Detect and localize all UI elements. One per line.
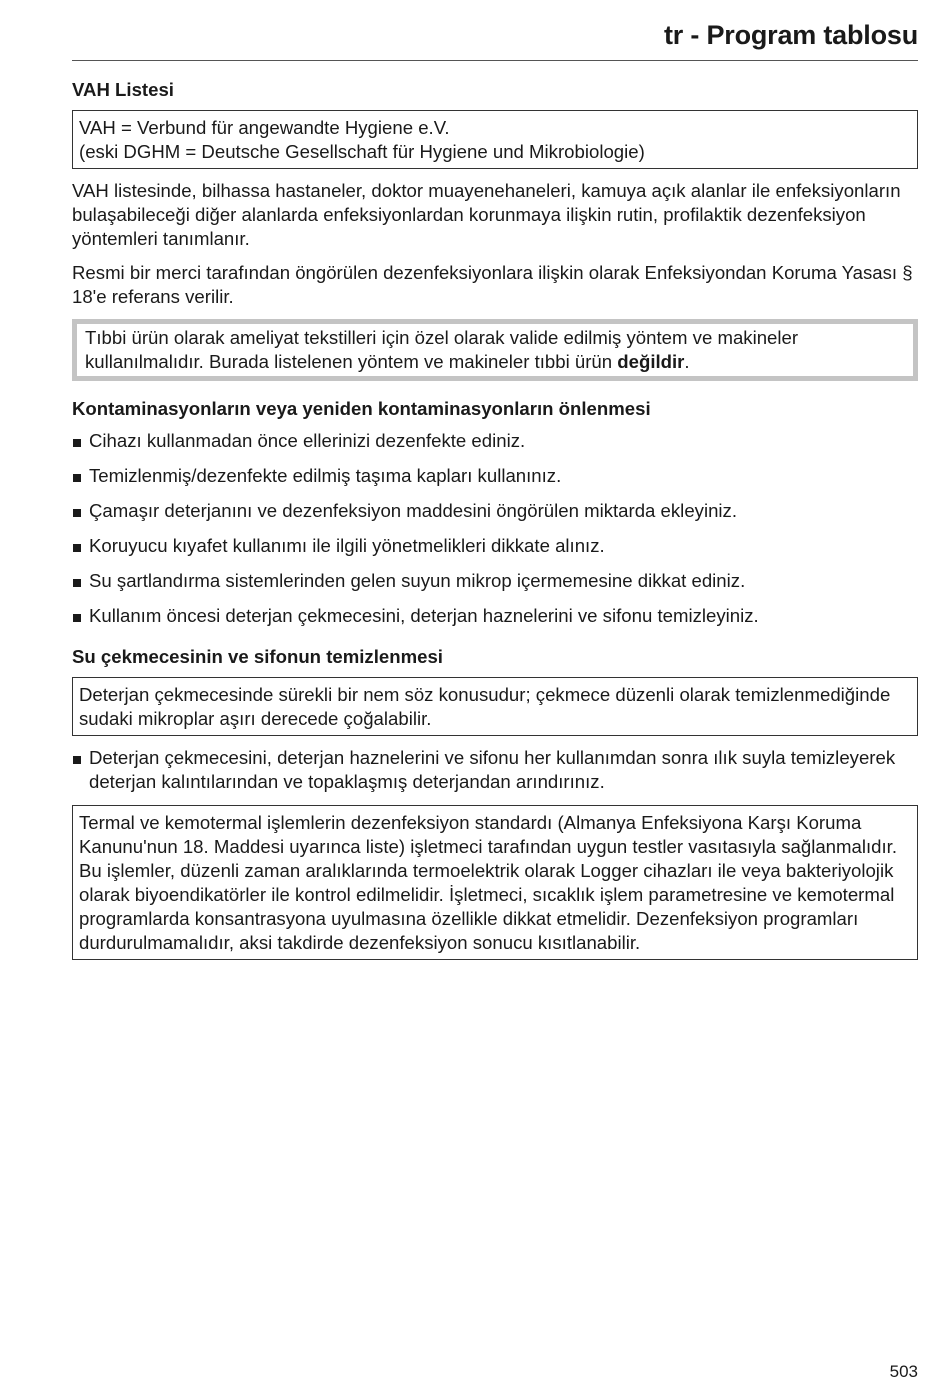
- notice-bold-text: değildir: [617, 351, 685, 372]
- moisture-warning-text: Deterjan çekmecesinde sürekli bir nem söz konusudur; çekmece düzenli olarak temizlenmediğinde sudaki mikroplar aşırı derecede çoğalabilir.: [79, 684, 891, 729]
- page-header-title: tr - Program tablosu: [663, 20, 918, 50]
- list-item: [72, 604, 918, 628]
- contamination-heading: Kontaminasyonların veya yeniden kontaminasyonların önlenmesi: [72, 398, 651, 419]
- bullet-icon: [73, 509, 81, 517]
- list-item: [72, 429, 918, 453]
- bullet-icon: [73, 756, 81, 764]
- disinfection-standard-box: [72, 805, 918, 960]
- page-number: 503: [889, 1362, 918, 1381]
- bullet-icon: [73, 439, 81, 447]
- bullet-icon: [73, 474, 81, 482]
- cleaning-heading: Su çekmecesinin ve sifonun temizlenmesi: [72, 646, 443, 667]
- list-item-text: Deterjan çekmecesini, deterjan haznelerini ve sifonu her kullanımdan sonra ılık suyla temizleyerek deterjan kalıntılarından ve topaklaşmış deterjandan arındırınız.: [89, 747, 896, 792]
- list-item-text: Su şartlandırma sistemlerinden gelen suyun mikrop içermemesine dikkat ediniz.: [89, 570, 746, 591]
- bullet-icon: [73, 614, 81, 622]
- contamination-list: [72, 429, 918, 628]
- list-item: [72, 464, 918, 488]
- list-item: [72, 499, 918, 523]
- notice-text: Tıbbi ürün olarak ameliyat tekstilleri için özel olarak valide edilmiş yöntem ve makineler kullanılmalıdır. Burada listelenen yöntem ve makineler tıbbi ürün: [85, 327, 799, 372]
- notice-text-end: .: [684, 351, 690, 372]
- list-item: [72, 569, 918, 593]
- list-item: [72, 534, 918, 558]
- header-divider: [72, 60, 918, 61]
- cleaning-list: [72, 746, 918, 794]
- bullet-icon: [73, 579, 81, 587]
- list-item-text: Çamaşır deterjanını ve dezenfeksiyon maddesini öngörülen miktarda ekleyiniz.: [89, 500, 738, 521]
- page-content: [72, 78, 918, 970]
- vah-definition-box: [72, 110, 918, 169]
- medical-product-notice-box: [72, 319, 918, 381]
- list-item: [72, 746, 918, 794]
- disinfection-standard-text: Termal ve kemotermal işlemlerin dezenfeksiyon standardı (Almanya Enfeksiyona Karşı Koruma Kanunu'nun 18. Maddesi uyarınca liste) işletmeci tarafından uygun testler vasıtasıyla sağlanmalıdır. Bu işlemler, düzenli zaman aralıklarında termoelektrik olarak Logger cihazları ile veya bakteriyolojik olarak biyoendikatörler ile kontrol edilmelidir. İşletmeci, sıcaklık işlem parametresine ve kemotermal programlarda konsantrasyona uyulmasına özellikle dikkat etmelidir. Dezenfeksiyon programları durdurulmamalıdır, aksi takdirde dezenfeksiyon sonucu kısıtlanabilir.: [79, 812, 897, 953]
- list-item-text: Kullanım öncesi deterjan çekmecesini, deterjan haznelerini ve sifonu temizleyiniz.: [89, 605, 759, 626]
- vah-paragraph-2: Resmi bir merci tarafından öngörülen dezenfeksiyonlara ilişkin olarak Enfeksiyondan Koruma Yasası § 18'e referans verilir.: [72, 262, 913, 307]
- vah-definition-line1: VAH = Verbund für angewandte Hygiene e.V.: [79, 117, 450, 138]
- moisture-warning-box: [72, 677, 918, 736]
- vah-paragraph-1: VAH listesinde, bilhassa hastaneler, doktor muayenehaneleri, kamuya açık alanlar ile enfeksiyonların bulaşabileceği diğer alanlarda enfeksiyonlardan korunmaya ilişkin rutin, profilaktik dezenfeksiyon yöntemleri tanımlanır.: [72, 180, 901, 249]
- list-item-text: Koruyucu kıyafet kullanımı ile ilgili yönetmelikleri dikkate alınız.: [89, 535, 605, 556]
- bullet-icon: [73, 544, 81, 552]
- vah-definition-line2: (eski DGHM = Deutsche Gesellschaft für Hygiene und Mikrobiologie): [79, 141, 645, 162]
- list-item-text: Temizlenmiş/dezenfekte edilmiş taşıma kapları kullanınız.: [89, 465, 562, 486]
- vah-heading: VAH Listesi: [72, 79, 174, 100]
- list-item-text: Cihazı kullanmadan önce ellerinizi dezenfekte ediniz.: [89, 430, 526, 451]
